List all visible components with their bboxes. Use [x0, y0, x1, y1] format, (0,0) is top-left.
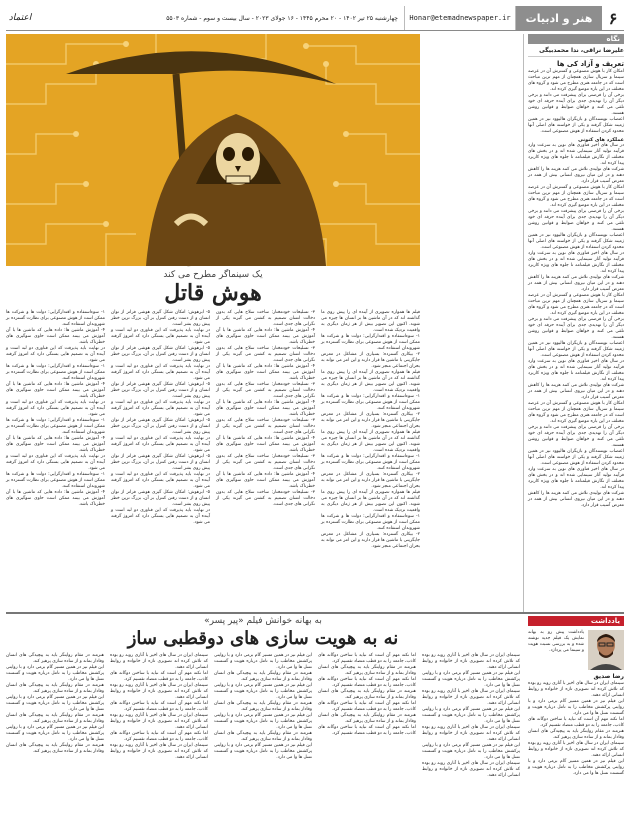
- paragraph: این فیلم نیز در همین مسیر گام برمی دارد و با روایتی پرکشش مخاطب را به تامل درباره هویت و گسست نسل ها وا می دارد.: [422, 743, 520, 760]
- paragraph: ۱- سوءاستفاده و اقتدارگرایی: دولت ها و شرکت ها ممکن است از هوش مصنوعی برای نظارت گسترده بر شهروندان استفاده کنند.: [6, 472, 105, 489]
- paragraph: ۵- ابرهوش: امکان شکل گیری هوشی فراتر از توان انسان و از دست رفتن کنترل بر آن، بزرگ ترین خطر پیش روی بشر است.: [111, 346, 210, 363]
- paragraph: اما نکته مهم آن است که نباید با ساختن دوگانه های کاذب، جامعه را به دو قطب متضاد تقسیم کرد.: [318, 725, 416, 736]
- text-column: [216, 310, 315, 630]
- paragraph: سینمای ایران در سال های اخیر با آثاری روبه رو بوده که تلاش کرده اند تصویری تازه از خانواده و روابط انسانی ارائه دهند.: [110, 653, 208, 670]
- column-subhead: عملکرد های کنونی: [578, 137, 624, 143]
- column-kicker: نگاه: [528, 34, 624, 44]
- paragraph: سینمای ایران در سال های اخیر با آثاری روبه رو بوده که تلاش کرده اند تصویری تازه از خانواده و روابط انسانی ارائه دهند.: [528, 741, 624, 758]
- paragraph: این فیلم نیز در همین مسیر گام برمی دارد و با روایتی پرکشش مخاطب را به تامل درباره هویت و گسست نسل ها وا می دارد.: [6, 725, 104, 742]
- paragraph: در نهایت باید پذیرفت که این فناوری دو لبه است و آینده آن به تصمیم هایی بستگی دارد که امروز گرفته می شود.: [111, 364, 210, 381]
- paragraph: سینمای ایران در سال های اخیر با آثاری روبه رو بوده که تلاش کرده اند تصویری تازه از خانواده و روابط انسانی ارائه دهند.: [422, 725, 520, 742]
- paragraph: هنرمند در مقام روایتگر باید به پیچیدگی های انسان وفادار بماند و از ساده سازی پرهیز کند.: [318, 689, 416, 700]
- feature-title: هوش قاتل: [164, 280, 262, 306]
- paragraph: ۴- آموزش ماشین ها: داده هایی که ماشین ها با آن آموزش می بینند ممکن است حاوی سوگیری های خطرناک باشد.: [216, 328, 315, 345]
- paragraph: این فیلم نیز در همین مسیر گام برمی دارد و با روایتی پرکشش مخاطب را به تامل درباره هویت و گسست نسل ها وا می دارد.: [214, 653, 312, 670]
- paragraph: ۳- تسلیحات خودمختار: ساخت سلاح هایی که بدون دخالت انسان تصمیم به کشتن می گیرند یکی از نگرانی های جدی است.: [216, 490, 315, 507]
- paragraph: ۱- سوءاستفاده و اقتدارگرایی: دولت ها و شرکت ها ممکن است از هوش مصنوعی برای نظارت گسترده بر شهروندان استفاده کنند.: [6, 364, 105, 381]
- paragraph: در نهایت باید پذیرفت که این فناوری دو لبه است و آینده آن به تصمیم هایی بستگی دارد که امروز گرفته می شود.: [111, 508, 210, 525]
- paragraph: ۴- آموزش ماشین ها: داده هایی که ماشین ها با آن آموزش می بینند ممکن است حاوی سوگیری های خطرناک باشد.: [6, 382, 105, 399]
- notes-article-body: [6, 653, 520, 813]
- paragraph: ۱- سوءاستفاده و اقتدارگرایی: دولت ها و شرکت ها ممکن است از هوش مصنوعی برای نظارت گسترده بر شهروندان استفاده کنند.: [321, 514, 420, 531]
- paragraph: در نهایت باید پذیرفت که این فناوری دو لبه است و آینده آن به تصمیم هایی بستگی دارد که امروز گرفته می شود.: [6, 400, 105, 417]
- paragraph: ۱- سوءاستفاده و اقتدارگرایی: دولت ها و شرکت ها ممکن است از هوش مصنوعی برای نظارت گسترده بر شهروندان استفاده کنند.: [6, 418, 105, 435]
- paragraph: ۱- سوءاستفاده و اقتدارگرایی: دولت ها و شرکت ها ممکن است از هوش مصنوعی برای نظارت گسترده بر شهروندان استفاده کنند.: [6, 310, 105, 327]
- paragraph: ۴- آموزش ماشین ها: داده هایی که ماشین ها با آن آموزش می بینند ممکن است حاوی سوگیری های خطرناک باشد.: [6, 490, 105, 507]
- paragraph: فیلم ها همواره تصویری از آینده ای را پیش روی ما گذاشته اند که در آن ماشین ها بر انسان ها چیره می شوند. اکنون این تصویر بیش از هر زمان دیگری به واقعیت نزدیک شده است.: [321, 430, 420, 453]
- paragraph: ۲- بیکاری گسترده: بسیاری از مشاغل در معرض جایگزینی با ماشین ها قرار دارند و این امر می تواند به بحران اجتماعی منجر شود.: [321, 532, 420, 549]
- paragraph: ۵- ابرهوش: امکان شکل گیری هوشی فراتر از توان انسان و از دست رفتن کنترل بر آن، بزرگ ترین خطر پیش روی بشر است.: [111, 490, 210, 507]
- feature-kicker: یک سینماگر مطرح می کند: [163, 270, 263, 280]
- notes-column: [528, 616, 624, 776]
- paragraph: ۵- ابرهوش: امکان شکل گیری هوشی فراتر از توان انسان و از دست رفتن کنترل بر آن، بزرگ ترین خطر پیش روی بشر است.: [111, 418, 210, 435]
- paragraph: اعتصاب نویسندگان و بازیگران هالیوود نیز در همین زمینه شکل گرفته و یکی از خواسته های اصلی آنها محدود کردن استفاده از هوش مصنوعی است.: [528, 117, 624, 134]
- paragraph: اعتصاب نویسندگان و بازیگران هالیوود نیز در همین زمینه شکل گرفته و یکی از خواسته های اصلی آنها محدود کردن استفاده از هوش مصنوعی است.: [528, 341, 624, 358]
- paragraph: امکان کار با هوش مصنوعی و گسترش آن در عرصه سینما و سریال سازی همچنان از مهم ترین مباحث است که در جامعه هنری مطرح می شود و گروه های مختلف در این باره موضع گیری کرده اند.: [528, 401, 624, 424]
- text-column: [321, 310, 420, 630]
- paragraph: شرکت های تولیدی تلاش می کنند هزینه ها را کاهش دهند و در این میان نیروی انسانی بیش از همه در معرض آسیب قرار دارد.: [528, 491, 624, 508]
- paragraph: ۵- ابرهوش: امکان شکل گیری هوشی فراتر از توان انسان و از دست رفتن کنترل بر آن، بزرگ ترین خطر پیش روی بشر است.: [111, 382, 210, 399]
- paragraph: ۵- ابرهوش: امکان شکل گیری هوشی فراتر از توان انسان و از دست رفتن کنترل بر آن، بزرگ ترین خطر پیش روی بشر است.: [111, 310, 210, 327]
- paragraph: هنرمند در مقام روایتگر باید به پیچیدگی های انسان وفادار بماند و از ساده سازی پرهیز کند.: [6, 653, 104, 664]
- notes-article: [6, 616, 520, 814]
- column-divider: [523, 34, 524, 612]
- feature-body: [6, 310, 420, 630]
- paragraph: اما نکته مهم آن است که نباید با ساختن دوگانه های کاذب، جامعه را به دو قطب متضاد تقسیم کرد.: [110, 701, 208, 712]
- paragraph: ۴- آموزش ماشین ها: داده هایی که ماشین ها با آن آموزش می بینند ممکن است حاوی سوگیری های خطرناک باشد.: [6, 436, 105, 453]
- paragraph: فیلم ها همواره تصویری از آینده ای را پیش روی ما گذاشته اند که در آن ماشین ها بر انسان ها چیره می شوند. اکنون این تصویر بیش از هر زمان دیگری به واقعیت نزدیک شده است.: [321, 490, 420, 513]
- paragraph: اما نکته مهم آن است که نباید با ساختن دوگانه های کاذب، جامعه را به دو قطب متضاد تقسیم کرد.: [318, 701, 416, 712]
- page-number: ۶: [608, 8, 618, 28]
- paragraph: ۳- تسلیحات خودمختار: ساخت سلاح هایی که بدون دخالت انسان تصمیم به کشتن می گیرند یکی از نگرانی های جدی است.: [216, 310, 315, 327]
- notes-article-title: نه به هویت سازی های دوقطبی ساز: [127, 628, 399, 649]
- paragraph: سینمای ایران در سال های اخیر با آثاری روبه رو بوده که تلاش کرده اند تصویری تازه از خانواده و روابط انسانی ارائه دهند.: [110, 683, 208, 700]
- paragraph: شرکت های تولیدی تلاش می کنند هزینه ها را کاهش دهند و در این میان نیروی انسانی بیش از همه در معرض آسیب قرار دارد.: [528, 167, 624, 184]
- paragraph: اعتصاب نویسندگان و بازیگران هالیوود نیز در همین زمینه شکل گرفته و یکی از خواسته های اصلی آنها محدود کردن استفاده از هوش مصنوعی است.: [528, 233, 624, 250]
- paragraph: در نهایت باید پذیرفت که این فناوری دو لبه است و آینده آن به تصمیم هایی بستگی دارد که امروز گرفته می شود.: [111, 328, 210, 345]
- paragraph: اما نکته مهم آن است که نباید با ساختن دوگانه های کاذب، جامعه را به دو قطب متضاد تقسیم کرد.: [528, 717, 624, 728]
- feature-article: [6, 34, 420, 612]
- text-column: [111, 310, 210, 630]
- paragraph: این فیلم نیز در همین مسیر گام برمی دارد و با روایتی پرکشش مخاطب را به تامل درباره هویت و گسست نسل ها وا می دارد.: [214, 743, 312, 760]
- paragraph: این فیلم نیز در همین مسیر گام برمی دارد و با روایتی پرکشش مخاطب را به تامل درباره هویت و گسست نسل ها وا می دارد.: [528, 699, 624, 716]
- paragraph: ۱- سوءاستفاده و اقتدارگرایی: دولت ها و شرکت ها ممکن است از هوش مصنوعی برای نظارت گسترده بر شهروندان استفاده کنند.: [321, 454, 420, 471]
- paragraph: ۵- ابرهوش: امکان شکل گیری هوشی فراتر از توان انسان و از دست رفتن کنترل بر آن، بزرگ ترین خطر پیش روی بشر است.: [111, 454, 210, 471]
- paragraph: هنرمند در مقام روایتگر باید به پیچیدگی های انسان وفادار بماند و از ساده سازی پرهیز کند.: [214, 671, 312, 682]
- paragraph: امکان کار با هوش مصنوعی و گسترش آن در عرصه سینما و سریال سازی همچنان از مهم ترین مباحث است که در جامعه هنری مطرح می شود و گروه های مختلف در این باره موضع گیری کرده اند.: [528, 185, 624, 208]
- paragraph: هنرمند در مقام روایتگر باید به پیچیدگی های انسان وفادار بماند و از ساده سازی پرهیز کند.: [318, 713, 416, 724]
- notes-article-kicker: به بهانه خوانش فیلم «پیر پسر»: [204, 616, 322, 626]
- paragraph: امکان کار با هوش مصنوعی و گسترش آن در عرصه سینما و سریال سازی همچنان از مهم ترین مباحث است که در جامعه هنری مطرح می شود و گروه های مختلف در این باره موضع گیری کرده اند.: [528, 69, 624, 92]
- paragraph: هنرمند در مقام روایتگر باید به پیچیدگی های انسان وفادار بماند و از ساده سازی پرهیز کند.: [6, 683, 104, 694]
- paragraph: هنرمند در مقام روایتگر باید به پیچیدگی های انسان وفادار بماند و از ساده سازی پرهیز کند.: [528, 729, 624, 740]
- paragraph: شرکت های تولیدی تلاش می کنند هزینه ها را کاهش دهند و در این میان نیروی انسانی بیش از همه در معرض آسیب قرار دارد.: [528, 383, 624, 400]
- hero-illustration: [6, 34, 420, 266]
- notes-intro: یادداشت پیش رو به بهانه نمایش یک فیلم جدید نوشته شده و به بررسی نسبت هویت و سینما می پردازد.: [528, 630, 584, 653]
- paragraph: ۴- آموزش ماشین ها: داده هایی که ماشین ها با آن آموزش می بینند ممکن است حاوی سوگیری های خطرناک باشد.: [216, 472, 315, 489]
- paragraph: هنرمند در مقام روایتگر باید به پیچیدگی های انسان وفادار بماند و از ساده سازی پرهیز کند.: [214, 731, 312, 742]
- section-email[interactable]: Honar@etemadnewspaper.ir: [404, 6, 516, 30]
- paragraph: در نهایت باید پذیرفت که این فناوری دو لبه است و آینده آن به تصمیم هایی بستگی دارد که امروز گرفته می شود.: [111, 400, 210, 417]
- paragraph: ۴- آموزش ماشین ها: داده هایی که ماشین ها با آن آموزش می بینند ممکن است حاوی سوگیری های خطرناک باشد.: [216, 364, 315, 381]
- paragraph: برخی آن را فرصتی برای پیشرفت می دانند و برخی دیگر آن را تهدیدی جدی برای آینده حرفه ای خود تلقی می کنند و خواهان ضوابط و قوانین روشن هستند.: [528, 209, 624, 232]
- paragraph: اعتصاب نویسندگان و بازیگران هالیوود نیز در همین زمینه شکل گرفته و یکی از خواسته های اصلی آنها محدود کردن استفاده از هوش مصنوعی است.: [528, 449, 624, 466]
- column-headline: تعریف و آزاد کی ها: [556, 60, 624, 68]
- paragraph: ۴- آموزش ماشین ها: داده هایی که ماشین ها با آن آموزش می بینند ممکن است حاوی سوگیری های خطرناک باشد.: [216, 436, 315, 453]
- text-column: [110, 653, 208, 813]
- masthead: [6, 6, 624, 31]
- paragraph: اما نکته مهم آن است که نباید با ساختن دوگانه های کاذب، جامعه را به دو قطب متضاد تقسیم کرد.: [318, 653, 416, 664]
- paragraph: ۲- بیکاری گسترده: بسیاری از مشاغل در معرض جایگزینی با ماشین ها قرار دارند و این امر می تواند به بحران اجتماعی منجر شود.: [321, 412, 420, 429]
- paragraph: فیلم ها همواره تصویری از آینده ای را پیش روی ما گذاشته اند که در آن ماشین ها بر انسان ها چیره می شوند. اکنون این تصویر بیش از هر زمان دیگری به واقعیت نزدیک شده است.: [321, 310, 420, 333]
- notes-side-body: [528, 681, 624, 776]
- paragraph: در نهایت باید پذیرفت که این فناوری دو لبه است و آینده آن به تصمیم هایی بستگی دارد که امروز گرفته می شود.: [111, 436, 210, 453]
- paragraph: ۱- سوءاستفاده و اقتدارگرایی: دولت ها و شرکت ها ممکن است از هوش مصنوعی برای نظارت گسترده بر شهروندان استفاده کنند.: [321, 394, 420, 411]
- paragraph: سینمای ایران در سال های اخیر با آثاری روبه رو بوده که تلاش کرده اند تصویری تازه از خانواده و روابط انسانی ارائه دهند.: [422, 653, 520, 670]
- newspaper-logo: اعتماد: [8, 13, 32, 23]
- section-title: هنر و ادبیات: [516, 6, 602, 30]
- paragraph: این فیلم نیز در همین مسیر گام برمی دارد و با روایتی پرکشش مخاطب را به تامل درباره هویت و گسست نسل ها وا می دارد.: [422, 707, 520, 724]
- paragraph: ۴- آموزش ماشین ها: داده هایی که ماشین ها با آن آموزش می بینند ممکن است حاوی سوگیری های خطرناک باشد.: [216, 400, 315, 417]
- paragraph: ۳- تسلیحات خودمختار: ساخت سلاح هایی که بدون دخالت انسان تصمیم به کشتن می گیرند یکی از نگرانی های جدی است.: [216, 346, 315, 363]
- paragraph: ۳- تسلیحات خودمختار: ساخت سلاح هایی که بدون دخالت انسان تصمیم به کشتن می گیرند یکی از نگرانی های جدی است.: [216, 454, 315, 471]
- paragraph: شرکت های تولیدی تلاش می کنند هزینه ها را کاهش دهند و در این میان نیروی انسانی بیش از همه در معرض آسیب قرار دارد.: [528, 275, 624, 292]
- notes-author-name: رضا صدیق: [593, 673, 624, 680]
- paragraph: هنرمند در مقام روایتگر باید به پیچیدگی های انسان وفادار بماند و از ساده سازی پرهیز کند.: [6, 743, 104, 754]
- paragraph: این فیلم نیز در همین مسیر گام برمی دارد و با روایتی پرکشش مخاطب را به تامل درباره هویت و گسست نسل ها وا می دارد.: [214, 683, 312, 700]
- paragraph: این فیلم نیز در همین مسیر گام برمی دارد و با روایتی پرکشش مخاطب را به تامل درباره هویت و گسست نسل ها وا می دارد.: [6, 665, 104, 682]
- paragraph: هنرمند در مقام روایتگر باید به پیچیدگی های انسان وفادار بماند و از ساده سازی پرهیز کند.: [214, 701, 312, 712]
- notes-kicker: یادداشت: [528, 616, 624, 626]
- paragraph: برخی آن را فرصتی برای پیشرفت می دانند و برخی دیگر آن را تهدیدی جدی برای آینده حرفه ای خود تلقی می کنند و خواهان ضوابط و قوانین روشن هستند.: [528, 93, 624, 116]
- paragraph: اما نکته مهم آن است که نباید با ساختن دوگانه های کاذب، جامعه را به دو قطب متضاد تقسیم کرد.: [110, 671, 208, 682]
- paragraph: سینمای ایران در سال های اخیر با آثاری روبه رو بوده که تلاش کرده اند تصویری تازه از خانواده و روابط انسانی ارائه دهند.: [528, 681, 624, 698]
- author-portrait: [588, 630, 624, 670]
- paragraph: ۳- تسلیحات خودمختار: ساخت سلاح هایی که بدون دخالت انسان تصمیم به کشتن می گیرند یکی از نگرانی های جدی است.: [216, 418, 315, 435]
- paragraph: این فیلم نیز در همین مسیر گام برمی دارد و با روایتی پرکشش مخاطب را به تامل درباره هویت و گسست نسل ها وا می دارد.: [528, 759, 624, 776]
- text-column: [422, 653, 520, 813]
- date-line: چهارشنبه ۲۵ تیر ۱۴۰۲ - ۲۰ محرم ۱۴۴۵ - ۱۶ جولای ۲۰۲۳ - سال بیست و سوم - شماره ۵۵۰۳: [166, 14, 398, 22]
- notes-author-block: [528, 630, 624, 670]
- paragraph: در نهایت باید پذیرفت که این فناوری دو لبه است و آینده آن به تصمیم هایی بستگی دارد که امروز گرفته می شود.: [111, 472, 210, 489]
- paragraph: در نهایت باید پذیرفت که این فناوری دو لبه است و آینده آن به تصمیم هایی بستگی دارد که امروز گرفته می شود.: [6, 454, 105, 471]
- paragraph: سینمای ایران در سال های اخیر با آثاری روبه رو بوده که تلاش کرده اند تصویری تازه از خانواده و روابط انسانی ارائه دهند.: [110, 743, 208, 760]
- text-column: [6, 310, 105, 630]
- paragraph: ۲- بیکاری گسترده: بسیاری از مشاغل در معرض جایگزینی با ماشین ها قرار دارند و این امر می تواند به بحران اجتماعی منجر شود.: [321, 472, 420, 489]
- paragraph: در سال های اخیر فناوری های نوین به سرعت وارد فرآیند تولید آثار سینمایی شده اند و در بخش های مختلف از نگارش فیلمنامه تا جلوه های ویژه کاربرد پیدا کرده اند.: [528, 143, 624, 166]
- paragraph: ۳- تسلیحات خودمختار: ساخت سلاح هایی که بدون دخالت انسان تصمیم به کشتن می گیرند یکی از نگرانی های جدی است.: [216, 382, 315, 399]
- paragraph: هنرمند در مقام روایتگر باید به پیچیدگی های انسان وفادار بماند و از ساده سازی پرهیز کند.: [6, 713, 104, 724]
- bottom-section: [6, 612, 624, 814]
- paragraph: برخی آن را فرصتی برای پیشرفت می دانند و برخی دیگر آن را تهدیدی جدی برای آینده حرفه ای خود تلقی می کنند و خواهان ضوابط و قوانین روشن هستند.: [528, 425, 624, 448]
- paragraph: ۴- آموزش ماشین ها: داده هایی که ماشین ها با آن آموزش می بینند ممکن است حاوی سوگیری های خطرناک باشد.: [6, 328, 105, 345]
- right-column: [528, 34, 624, 612]
- paragraph: در سال های اخیر فناوری های نوین به سرعت وارد فرآیند تولید آثار سینمایی شده اند و در بخش های مختلف از نگارش فیلمنامه تا جلوه های ویژه کاربرد پیدا کرده اند.: [528, 251, 624, 274]
- paragraph: سینمای ایران در سال های اخیر با آثاری روبه رو بوده که تلاش کرده اند تصویری تازه از خانواده و روابط انسانی ارائه دهند.: [110, 713, 208, 730]
- paragraph: امکان کار با هوش مصنوعی و گسترش آن در عرصه سینما و سریال سازی همچنان از مهم ترین مباحث است که در جامعه هنری مطرح می شود و گروه های مختلف در این باره موضع گیری کرده اند.: [528, 293, 624, 316]
- paragraph: سینمای ایران در سال های اخیر با آثاری روبه رو بوده که تلاش کرده اند تصویری تازه از خانواده و روابط انسانی ارائه دهند.: [422, 689, 520, 706]
- text-column: [318, 653, 416, 813]
- paragraph: این فیلم نیز در همین مسیر گام برمی دارد و با روایتی پرکشش مخاطب را به تامل درباره هویت و گسست نسل ها وا می دارد.: [214, 713, 312, 730]
- paragraph: این فیلم نیز در همین مسیر گام برمی دارد و با روایتی پرکشش مخاطب را به تامل درباره هویت و گسست نسل ها وا می دارد.: [422, 671, 520, 688]
- paragraph: در سال های اخیر فناوری های نوین به سرعت وارد فرآیند تولید آثار سینمایی شده اند و در بخش های مختلف از نگارش فیلمنامه تا جلوه های ویژه کاربرد پیدا کرده اند.: [528, 467, 624, 490]
- paragraph: هنرمند در مقام روایتگر باید به پیچیدگی های انسان وفادار بماند و از ساده سازی پرهیز کند.: [318, 665, 416, 676]
- paragraph: برخی آن را فرصتی برای پیشرفت می دانند و برخی دیگر آن را تهدیدی جدی برای آینده حرفه ای خود تلقی می کنند و خواهان ضوابط و قوانین روشن هستند.: [528, 317, 624, 340]
- text-column: [214, 653, 312, 813]
- column-body: [528, 69, 624, 509]
- paragraph: اما نکته مهم آن است که نباید با ساختن دوگانه های کاذب، جامعه را به دو قطب متضاد تقسیم کرد.: [318, 677, 416, 688]
- paragraph: ۲- بیکاری گسترده: بسیاری از مشاغل در معرض جایگزینی با ماشین ها قرار دارند و این امر می تواند به بحران اجتماعی منجر شود.: [321, 352, 420, 369]
- paragraph: سینمای ایران در سال های اخیر با آثاری روبه رو بوده که تلاش کرده اند تصویری تازه از خانواده و روابط انسانی ارائه دهند.: [422, 761, 520, 778]
- paragraph: اما نکته مهم آن است که نباید با ساختن دوگانه های کاذب، جامعه را به دو قطب متضاد تقسیم کرد.: [110, 731, 208, 742]
- paragraph: در سال های اخیر فناوری های نوین به سرعت وارد فرآیند تولید آثار سینمایی شده اند و در بخش های مختلف از نگارش فیلمنامه تا جلوه های ویژه کاربرد پیدا کرده اند.: [528, 359, 624, 382]
- reaper-circuit-illustration: [6, 34, 420, 266]
- column-author: علیرضا نراقی، ندا محمدبیگی: [528, 44, 624, 57]
- paragraph: فیلم ها همواره تصویری از آینده ای را پیش روی ما گذاشته اند که در آن ماشین ها بر انسان ها چیره می شوند. اکنون این تصویر بیش از هر زمان دیگری به واقعیت نزدیک شده است.: [321, 370, 420, 393]
- paragraph: در نهایت باید پذیرفت که این فناوری دو لبه است و آینده آن به تصمیم هایی بستگی دارد که امروز گرفته می شود.: [6, 346, 105, 363]
- paragraph: این فیلم نیز در همین مسیر گام برمی دارد و با روایتی پرکشش مخاطب را به تامل درباره هویت و گسست نسل ها وا می دارد.: [6, 695, 104, 712]
- text-column: [6, 653, 104, 813]
- paragraph: ۱- سوءاستفاده و اقتدارگرایی: دولت ها و شرکت ها ممکن است از هوش مصنوعی برای نظارت گسترده بر شهروندان استفاده کنند.: [321, 334, 420, 351]
